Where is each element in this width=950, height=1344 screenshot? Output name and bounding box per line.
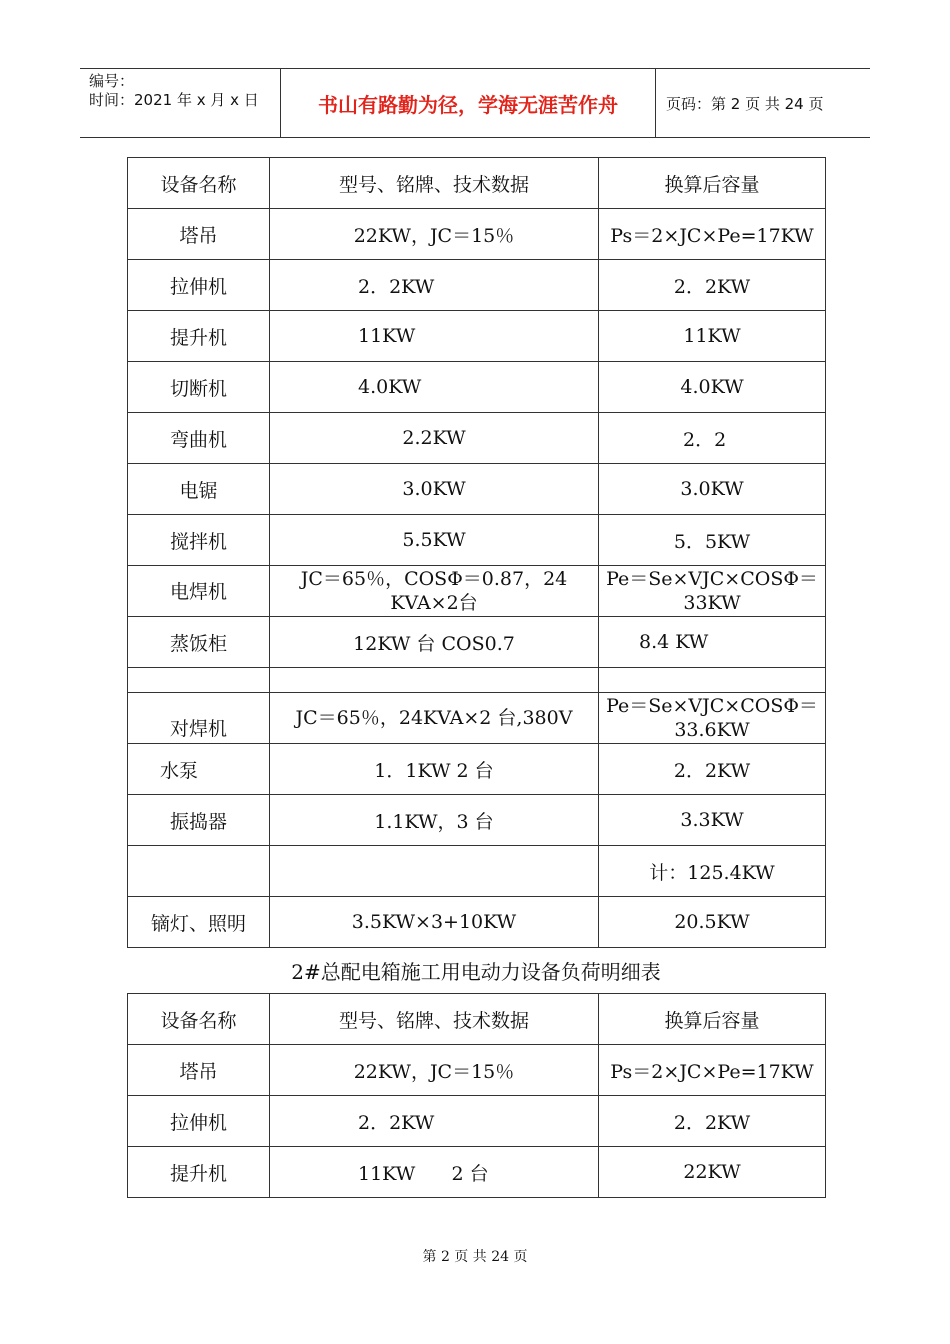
table-cell: 3.5KW×3+10KW (270, 897, 599, 948)
table-cell: 蒸饭柜 (128, 617, 270, 668)
table-cell (128, 668, 270, 693)
table-cell: 4.0KW (270, 362, 599, 413)
table-cell: Pe＝Se×VJC×COSΦ＝33.6KW (599, 693, 826, 744)
table-cell: 1．1KW 2 台 (270, 744, 599, 795)
table-cell (270, 846, 599, 897)
header-cell: 换算后容量 (599, 994, 826, 1045)
table-cell (599, 668, 826, 693)
table-cell: 塔吊 (128, 209, 270, 260)
table-cell: 2．2KW (270, 1096, 599, 1147)
table-row (128, 515, 826, 566)
table-header-row (128, 994, 826, 1045)
table-cell: 水泵 (128, 744, 270, 795)
table-cell: 22KW，JC＝15％ (270, 1045, 599, 1096)
table-cell: Ps＝2×JC×Pe=17KW (599, 1045, 826, 1096)
table-row (128, 795, 826, 846)
table-row (128, 897, 826, 948)
table-cell: 切断机 (128, 362, 270, 413)
table-row (128, 362, 826, 413)
equipment-table-1 (127, 157, 826, 948)
table-cell: 提升机 (128, 311, 270, 362)
table-cell: Pe＝Se×VJC×COSΦ＝33KW (599, 566, 826, 617)
table-cell: 3.3KW (599, 795, 826, 846)
table-row (128, 617, 826, 668)
table-cell: 拉伸机 (128, 260, 270, 311)
table-cell: 4.0KW (599, 362, 826, 413)
header-cell: 设备名称 (128, 994, 270, 1045)
table-cell: 塔吊 (128, 1045, 270, 1096)
table-cell: 11KW (599, 311, 826, 362)
table-cell: 22KW，JC＝15％ (270, 209, 599, 260)
page-header (80, 68, 870, 138)
table-cell: 搅拌机 (128, 515, 270, 566)
table-cell: 电锯 (128, 464, 270, 515)
table-cell: 提升机 (128, 1147, 270, 1198)
header-slogan: 书山有路勤为径，学海无涯苦作舟 (281, 69, 656, 137)
header-page-label: 页码：第 2 页 共 24 页 (666, 94, 824, 113)
header-cell: 型号、铭牌、技术数据 (270, 994, 599, 1045)
table-header-row (128, 158, 826, 209)
table-row (128, 260, 826, 311)
table-cell: 5.5KW (270, 515, 599, 566)
table-row (128, 1096, 826, 1147)
table-row (128, 413, 826, 464)
table-cell: 2．2KW (599, 1096, 826, 1147)
table-cell: 振捣器 (128, 795, 270, 846)
table-cell: Ps＝2×JC×Pe=17KW (599, 209, 826, 260)
table-row (128, 1045, 826, 1096)
table-row-total (128, 846, 826, 897)
table-row (128, 1147, 826, 1198)
time-label: 时间：2021 年 x 月 x 日 (89, 91, 259, 109)
table-cell: 电焊机 (128, 566, 270, 617)
table-cell: 2.2KW (270, 413, 599, 464)
table-row (128, 464, 826, 515)
table-cell: 2．2KW (599, 744, 826, 795)
table-row (128, 566, 826, 617)
table-cell: 2．2 (599, 413, 826, 464)
table-cell (270, 668, 599, 693)
number-label: 编号： (89, 72, 135, 90)
table-cell: 12KW 台 COS0.7 (270, 617, 599, 668)
table-cell: 3.0KW (270, 464, 599, 515)
table-cell: 11KW 2 台 (270, 1147, 599, 1198)
table-cell: 11KW (270, 311, 599, 362)
equipment-table-2 (127, 993, 826, 1198)
table-cell: 20.5KW (599, 897, 826, 948)
table-row (128, 209, 826, 260)
table-row (128, 311, 826, 362)
table-row (128, 693, 826, 744)
header-cell: 设备名称 (128, 158, 270, 209)
total-cell: 计：125.4KW (599, 846, 826, 897)
header-cell: 换算后容量 (599, 158, 826, 209)
table-cell: 1.1KW，3 台 (270, 795, 599, 846)
table-cell: 2．2KW (599, 260, 826, 311)
table2-title: 2#总配电箱施工用电动力设备负荷明细表 (291, 960, 661, 984)
header-meta (80, 69, 281, 137)
table-cell: 弯曲机 (128, 413, 270, 464)
table-cell: 对焊机 (128, 693, 270, 744)
table-cell: 5．5KW (599, 515, 826, 566)
table-cell: 8.4 KW (599, 617, 826, 668)
table-cell: 镝灯、照明 (128, 897, 270, 948)
table-row-empty (128, 668, 826, 693)
table-cell: JC＝65％，COSΦ＝0.87，24 KVA×2台 (270, 566, 599, 617)
table-cell: 拉伸机 (128, 1096, 270, 1147)
header-cell: 型号、铭牌、技术数据 (270, 158, 599, 209)
table-cell: 22KW (599, 1147, 826, 1198)
table-cell: 3.0KW (599, 464, 826, 515)
table-cell (128, 846, 270, 897)
table-cell: 2．2KW (270, 260, 599, 311)
page-footer: 第 2 页 共 24 页 (422, 1249, 528, 1265)
table-cell: JC＝65％，24KVA×2 台,380V (270, 693, 599, 744)
table-row (128, 744, 826, 795)
